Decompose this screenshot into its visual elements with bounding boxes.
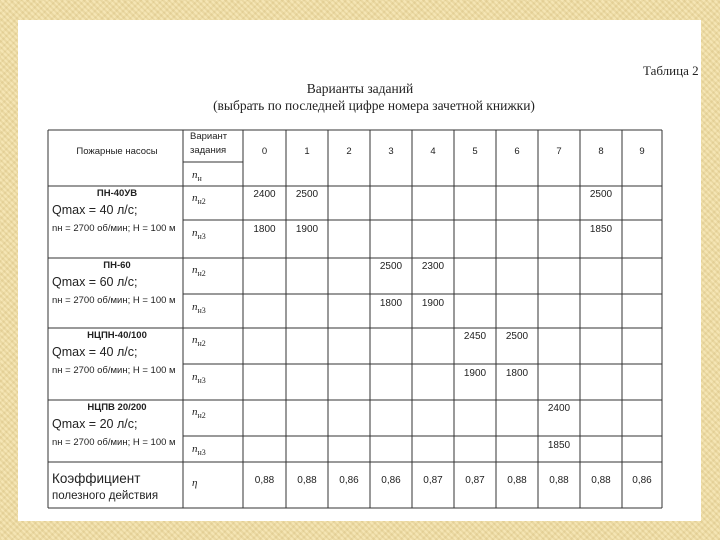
efficiency-value-9: 0,86 — [632, 475, 652, 486]
value-n2-0-8: 2500 — [589, 189, 613, 200]
pump-name-0: ПН-40УВ — [96, 188, 138, 199]
value-n2-0-0: 2400 — [253, 189, 276, 200]
pump-params-1: nн = 2700 об/мин; H = 100 м — [52, 295, 176, 306]
header-digit-2: 2 — [346, 146, 352, 157]
pump-params-3: nн = 2700 об/мин; H = 100 м — [52, 437, 176, 448]
header-digit-6: 6 — [514, 146, 520, 157]
header-digit-7: 7 — [556, 146, 562, 157]
title-main: Варианты заданий — [306, 81, 414, 96]
header-digit-3: 3 — [388, 146, 394, 157]
efficiency-label-2: полезного действия — [52, 490, 159, 502]
table-title — [0, 80, 720, 114]
header-variant-2: задания — [190, 145, 227, 156]
value-n2-3-7: 2400 — [547, 403, 571, 414]
efficiency-value-2: 0,86 — [339, 475, 359, 486]
efficiency-value-1: 0,88 — [297, 475, 317, 486]
symbol-n3-0: $n_{н3}$ — [192, 227, 206, 242]
eta-symbol: η — [192, 477, 198, 489]
symbol-n2-3: $n_{н2}$ — [192, 406, 206, 421]
symbol-n2-1: $n_{н2}$ — [192, 264, 206, 279]
value-n3-1-3: 1800 — [379, 298, 403, 309]
header-digit-9: 9 — [639, 146, 645, 157]
efficiency-value-7: 0,88 — [549, 475, 569, 486]
pump-q-3: Qmax = 20 л/с; — [52, 417, 138, 431]
pump-params-0: nн = 2700 об/мин; H = 100 м — [52, 223, 176, 234]
efficiency-value-5: 0,87 — [465, 475, 485, 486]
efficiency-value-4: 0,87 — [423, 475, 443, 486]
value-n2-0-1: 2500 — [295, 189, 319, 200]
symbol-n3-2: $n_{н3}$ — [192, 371, 206, 386]
value-n2-2-6: 2500 — [505, 331, 529, 342]
pump-name-1: ПН-60 — [103, 260, 131, 271]
efficiency-value-3: 0,86 — [381, 475, 401, 486]
header-digit-8: 8 — [598, 146, 604, 157]
header-digit-1: 1 — [304, 146, 310, 157]
value-n3-3-7: 1850 — [547, 440, 571, 451]
symbol-n2-0: $n_{н2}$ — [192, 192, 206, 207]
pump-q-0: Qmax = 40 л/с; — [52, 203, 138, 217]
header-digit-0: 0 — [261, 146, 268, 157]
header-digit-5: 5 — [472, 146, 478, 157]
symbol-n3-3: $n_{н3}$ — [192, 443, 206, 458]
pump-q-2: Qmax = 40 л/с; — [52, 345, 138, 359]
efficiency-label-1: Коэффициент — [52, 471, 141, 486]
table-number: Таблица 2 — [643, 63, 699, 78]
header-variant-1: Вариант — [190, 131, 228, 142]
value-n3-0-1: 1900 — [295, 224, 319, 235]
value-n3-1-4: 1900 — [421, 298, 445, 309]
header-pumps: Пожарные насосы — [76, 146, 158, 157]
symbol-n3-1: $n_{н3}$ — [192, 301, 206, 316]
pump-name-2: НЦПН-40/100 — [87, 330, 147, 341]
pump-q-1: Qmax = 60 л/с; — [52, 275, 138, 289]
value-n2-1-3: 2500 — [379, 261, 403, 272]
value-n3-0-8: 1850 — [589, 224, 613, 235]
value-n2-2-5: 2450 — [463, 331, 487, 342]
header-digit-4: 4 — [430, 146, 436, 157]
value-n3-2-6: 1800 — [505, 368, 529, 379]
value-n2-1-4: 2300 — [421, 261, 445, 272]
efficiency-value-0: 0,88 — [254, 475, 275, 486]
pump-params-2: nн = 2700 об/мин; H = 100 м — [52, 365, 176, 376]
efficiency-value-8: 0,88 — [591, 475, 611, 486]
value-n3-0-0: 1800 — [253, 224, 276, 235]
efficiency-value-6: 0,88 — [507, 475, 527, 486]
symbol-n2-2: $n_{н2}$ — [192, 334, 206, 349]
symbol-n-n: $n_н$ — [192, 169, 202, 184]
pump-name-3: НЦПВ 20/200 — [87, 402, 147, 413]
value-n3-2-5: 1900 — [463, 368, 487, 379]
title-subtitle: (выбрать по последней цифре номера зачетной книжки) — [213, 98, 535, 113]
